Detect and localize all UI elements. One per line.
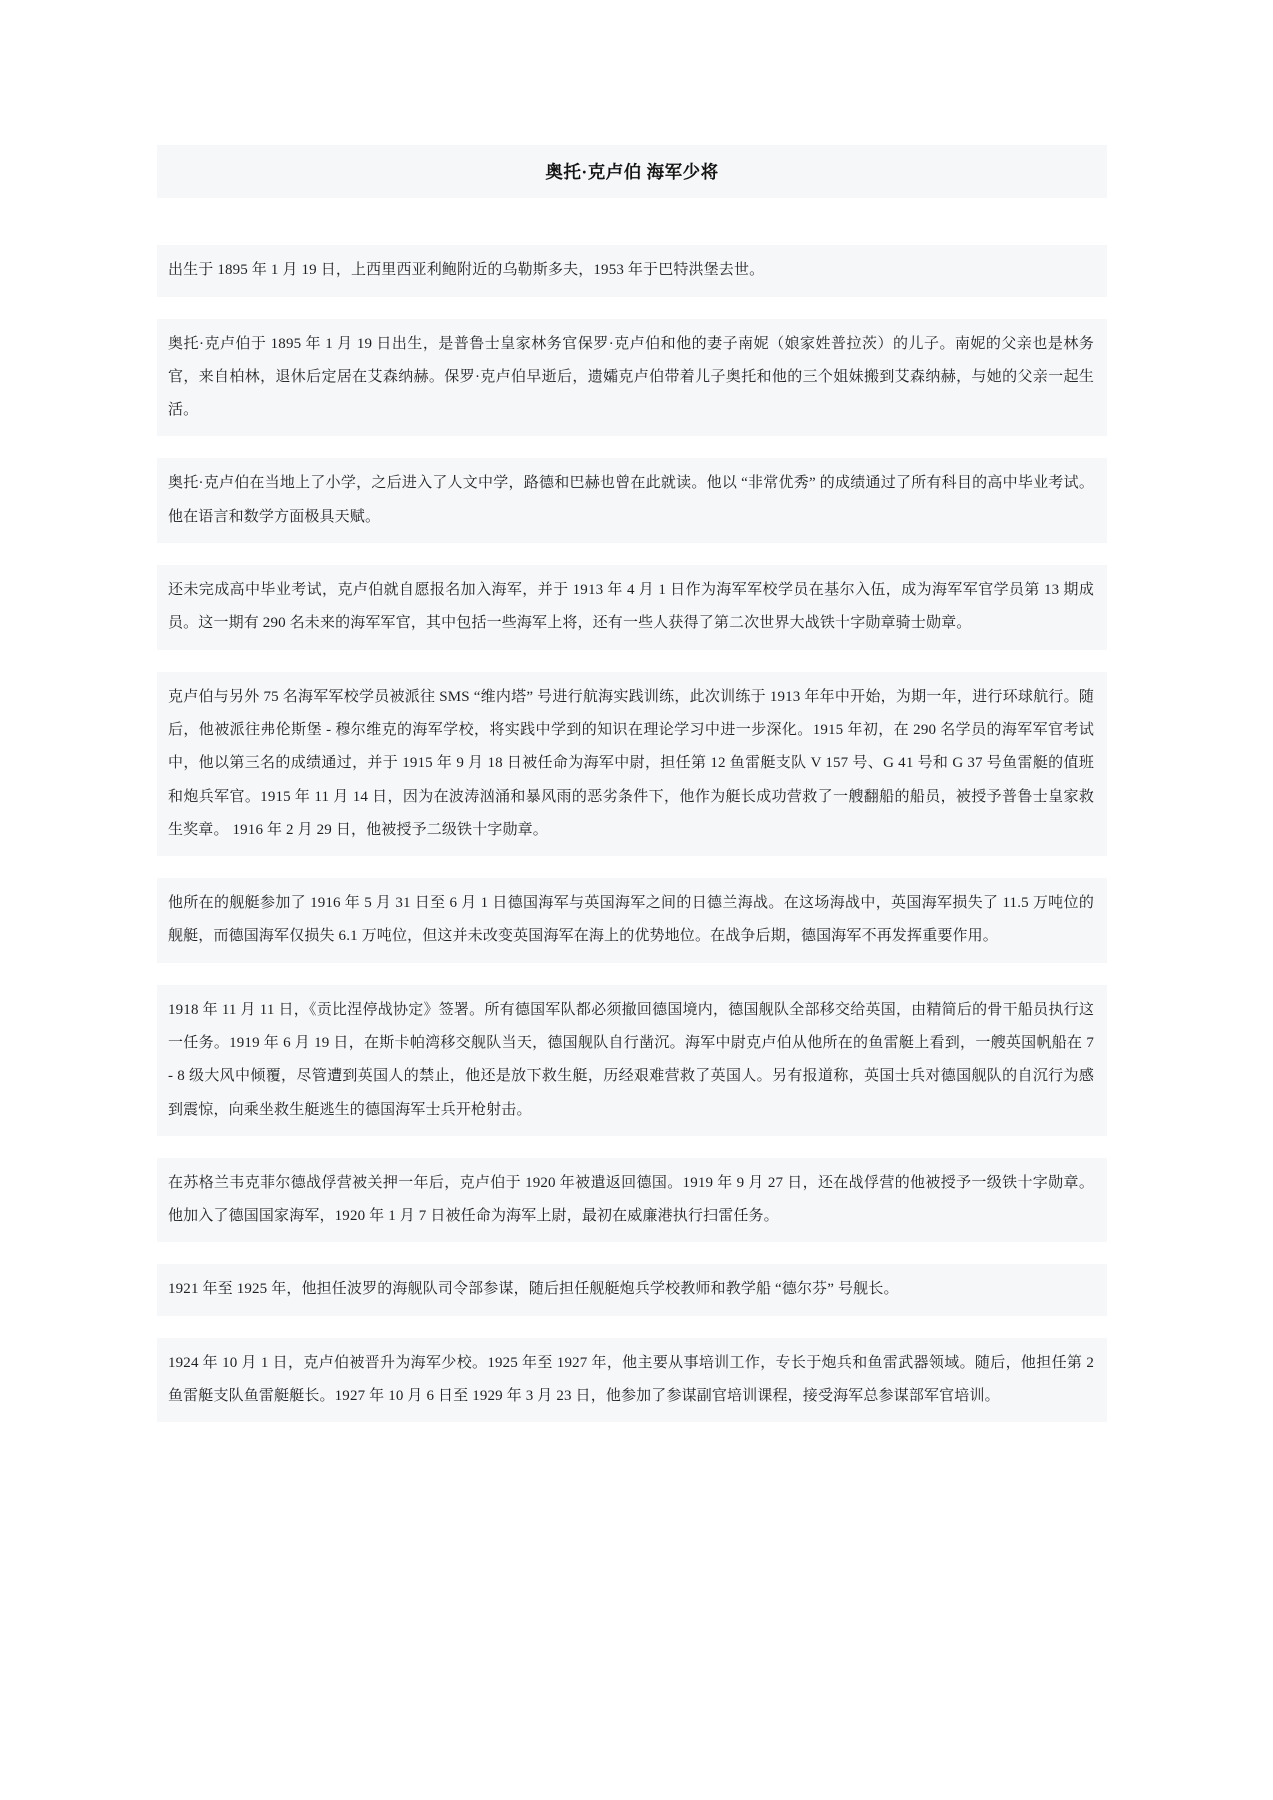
- page-title: 奥托·克卢伯 海军少将: [157, 145, 1107, 198]
- paragraph: 出生于 1895 年 1 月 19 日，上西里西亚利鲍附近的乌勒斯多夫，1953 年于巴特洪堡去世。: [157, 245, 1107, 296]
- paragraph: 克卢伯与另外 75 名海军军校学员被派往 SMS “维内塔” 号进行航海实践训练，此次训练于 1913 年年中开始，为期一年，进行环球航行。随后，他被派往弗伦斯堡 - 穆尔维克的海军学校，将实践中学到的知识在理论学习中进一步深化。1915 年初，在 290 名学员的海军军官考试中，他以第三名的成绩通过，并于 1915 年 9 月 18 日被任命为海军中尉，担任第 12 鱼雷艇支队 V 157 号、G 41 号和 G 37 号鱼雷艇的值班和炮兵军官。1915 年 11 月 14 日，因为在波涛汹涌和暴风雨的恶劣条件下，他作为艇长成功营救了一艘翻船的船员，被授予普鲁士皇家救生奖章。 1916 年 2 月 29 日，他被授予二级铁十字勋章。: [157, 672, 1107, 856]
- paragraph: 他所在的舰艇参加了 1916 年 5 月 31 日至 6 月 1 日德国海军与英国海军之间的日德兰海战。在这场海战中，英国海军损失了 11.5 万吨位的舰艇，而德国海军仅损失 6.1 万吨位，但这并未改变英国海军在海上的优势地位。在战争后期，德国海军不再发挥重要作用。: [157, 878, 1107, 963]
- paragraph-list: [157, 245, 1107, 1422]
- paragraph: 在苏格兰韦克菲尔德战俘营被关押一年后，克卢伯于 1920 年被遣返回德国。1919 年 9 月 27 日，还在战俘营的他被授予一级铁十字勋章。他加入了德国国家海军，1920 年 1 月 7 日被任命为海军上尉，最初在威廉港执行扫雷任务。: [157, 1158, 1107, 1243]
- paragraph: 奥托·克卢伯于 1895 年 1 月 19 日出生，是普鲁士皇家林务官保罗·克卢伯和他的妻子南妮（娘家姓普拉茨）的儿子。南妮的父亲也是林务官，来自柏林，退休后定居在艾森纳赫。保罗·克卢伯早逝后，遗孀克卢伯带着儿子奥托和他的三个姐妹搬到艾森纳赫，与她的父亲一起生活。: [157, 319, 1107, 437]
- document-body: [157, 0, 1107, 1422]
- paragraph: 1921 年至 1925 年，他担任波罗的海舰队司令部参谋，随后担任舰艇炮兵学校教师和教学船 “德尔芬” 号舰长。: [157, 1264, 1107, 1315]
- paragraph: 还未完成高中毕业考试，克卢伯就自愿报名加入海军，并于 1913 年 4 月 1 日作为海军军校学员在基尔入伍，成为海军军官学员第 13 期成员。这一期有 290 名未来的海军军官，其中包括一些海军上将，还有一些人获得了第二次世界大战铁十字勋章骑士勋章。: [157, 565, 1107, 650]
- paragraph: 1924 年 10 月 1 日，克卢伯被晋升为海军少校。1925 年至 1927 年，他主要从事培训工作，专长于炮兵和鱼雷武器领域。随后，他担任第 2 鱼雷艇支队鱼雷艇艇长。1927 年 10 月 6 日至 1929 年 3 月 23 日，他参加了参谋副官培训课程，接受海军总参谋部军官培训。: [157, 1338, 1107, 1423]
- paragraph: 1918 年 11 月 11 日，《贡比涅停战协定》签署。所有德国军队都必须撤回德国境内，德国舰队全部移交给英国，由精简后的骨干船员执行这一任务。1919 年 6 月 19 日，在斯卡帕湾移交舰队当天，德国舰队自行凿沉。海军中尉克卢伯从他所在的鱼雷艇上看到，一艘英国帆船在 7 - 8 级大风中倾覆，尽管遭到英国人的禁止，他还是放下救生艇，历经艰难营救了英国人。另有报道称，英国士兵对德国舰队的自沉行为感到震惊，向乘坐救生艇逃生的德国海军士兵开枪射击。: [157, 985, 1107, 1136]
- paragraph: 奥托·克卢伯在当地上了小学，之后进入了人文中学，路德和巴赫也曾在此就读。他以 “非常优秀” 的成绩通过了所有科目的高中毕业考试。他在语言和数学方面极具天赋。: [157, 458, 1107, 543]
